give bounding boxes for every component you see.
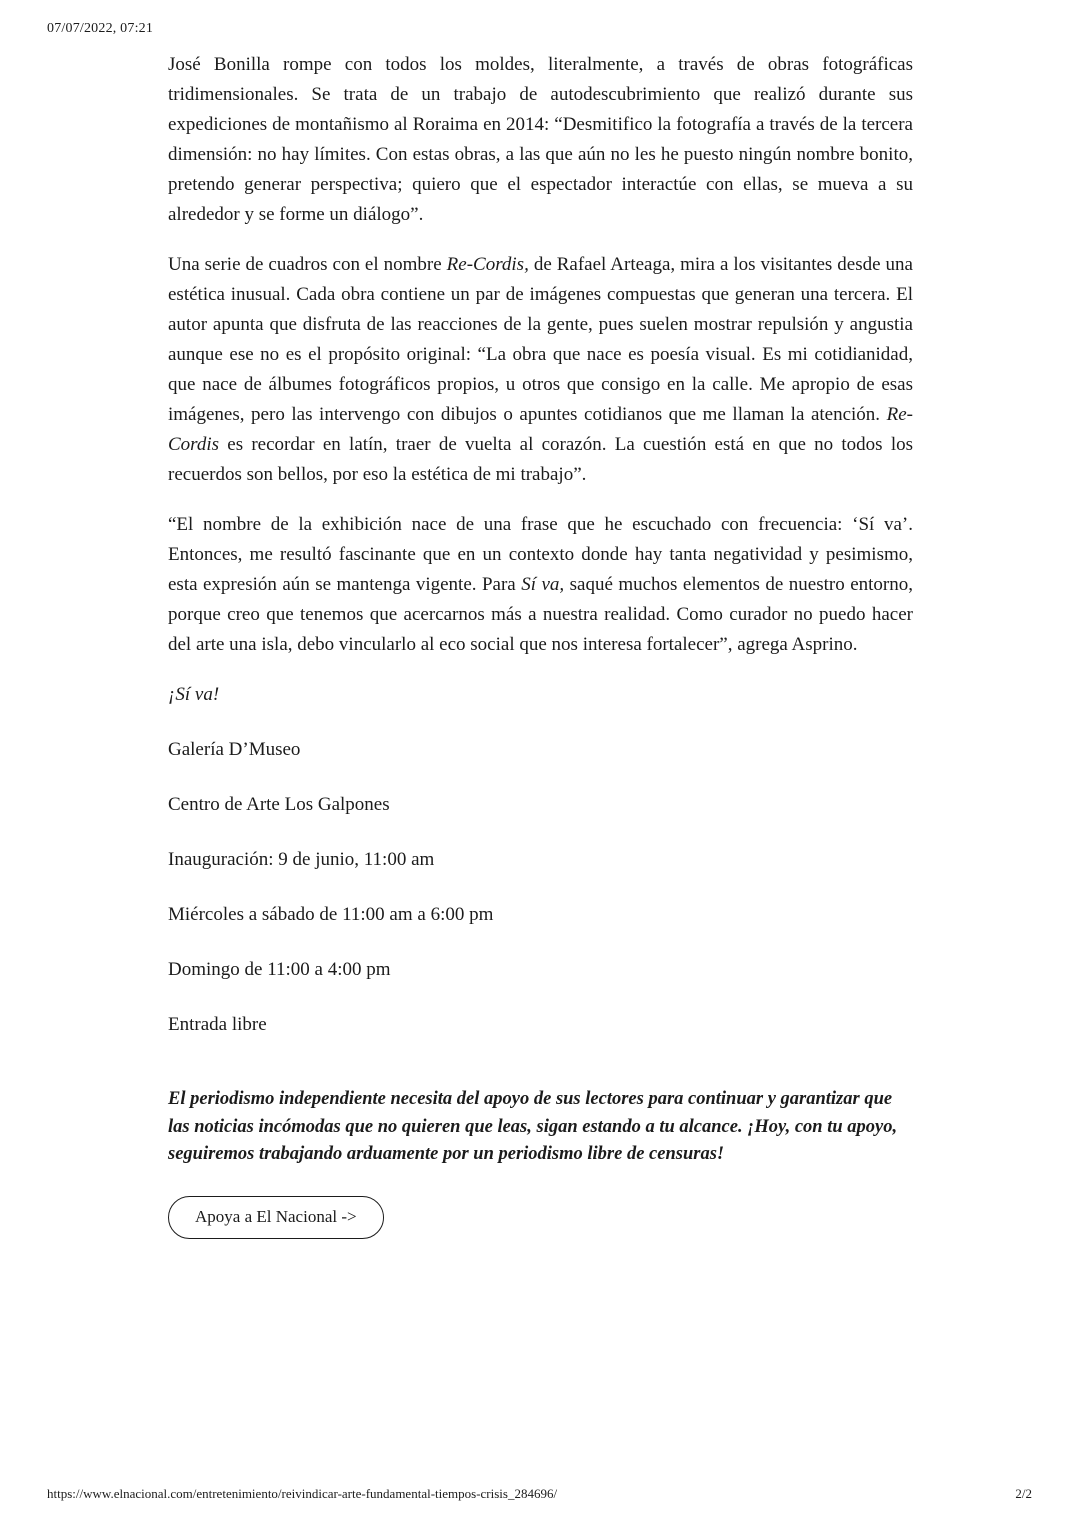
hours-sunday-line: Domingo de 11:00 a 4:00 pm (168, 959, 391, 980)
paragraph-2-text: es recordar en latín, traer de vuelta al corazón. La cuestión está en que no todos los recuerdos son bellos, por eso la estética de mi trabajo”. (168, 434, 913, 485)
paragraph-2-text: Una serie de cuadros con el nombre (168, 254, 447, 275)
paragraph-3-text: saqué muchos elementos de nuestro entorno, porque creo que tenemos que acercarnos más a nuestra realidad. Como curador no puedo hacer del arte una isla, debo vincularlo al eco social que nos interesa fortalecer”, agrega Asprino. (168, 574, 913, 655)
artwork-title-re-cordis: Re-Cordis (168, 404, 913, 455)
paragraph-3-text: “El nombre de la exhibición nace de una frase que he escuchado con frecuencia: ‘Sí va’. Entonces, me resultó fascinante que en un contexto donde hay tanta negatividad y pesimismo, esta expresión aún se mantenga vigente. Para (168, 514, 913, 595)
article-body (168, 50, 913, 1239)
support-message: El periodismo independiente necesita del apoyo de sus lectores para continuar y garantizar que las noticias incómodas que no quieren que leas, sigan estando a tu alcance. ¡Hoy, con tu apoyo, seguiremos trabajando arduamente por un periodismo libre de censuras! (168, 1089, 898, 1164)
event-info-block (168, 680, 913, 1040)
paragraph-2-text: de Rafael Arteaga, mira a los visitantes desde una estética inusual. Cada obra contiene un par de imágenes compuestas que generan una tercera. El autor apunta que disfruta de las reacciones de la gente, pues suelen mostrar repulsión y angustia aunque ese no es el propósito original: “La obra que nace es poesía visual. Es mi cotidianidad, que nace de álbumes fotográficos propios, u otros que consigo en la calle. Me apropio de esas imágenes, pero las intervengo con dibujos o apuntes cotidianos que me llaman la atención. (168, 254, 913, 425)
art-center-line: Centro de Arte Los Galpones (168, 794, 390, 815)
gallery-name-line: Galería D’Museo (168, 739, 301, 760)
opening-date-line: Inauguración: 9 de junio, 11:00 am (168, 849, 435, 870)
support-button[interactable]: Apoya a El Nacional -> (168, 1196, 384, 1239)
exhibition-title-si-va: Sí va, (521, 574, 565, 595)
print-footer-url: https://www.elnacional.com/entretenimiento/reivindicar-arte-fundamental-tiempos-crisis_284696/ (47, 1486, 558, 1501)
hours-wed-sat-line: Miércoles a sábado de 11:00 am a 6:00 pm (168, 904, 494, 925)
article-paragraph-3 (168, 510, 913, 660)
print-footer-page-number: 2/2 (1015, 1486, 1032, 1501)
exhibition-name-line: ¡Sí va! (168, 684, 220, 705)
admission-line: Entrada libre (168, 1014, 267, 1035)
article-paragraph-2 (168, 250, 913, 490)
print-header-datetime: 07/07/2022, 07:21 (47, 21, 154, 36)
artwork-title-re-cordis: Re-Cordis, (446, 254, 529, 275)
article-paragraph-1: José Bonilla rompe con todos los moldes, literalmente, a través de obras fotográficas tridimensionales. Se trata de un trabajo de autodescubrimiento que realizó durante sus expediciones de montañismo al Roraima en 2014: “Desmitifico la fotografía a través de la tercera dimensión: no hay límites. Con estas obras, a las que aún no les he puesto ningún nombre bonito, pretendo generar perspectiva; quiero que el espectador interactúe con ellas, se mueva a su alrededor y se forme un diálogo”. (168, 54, 913, 225)
